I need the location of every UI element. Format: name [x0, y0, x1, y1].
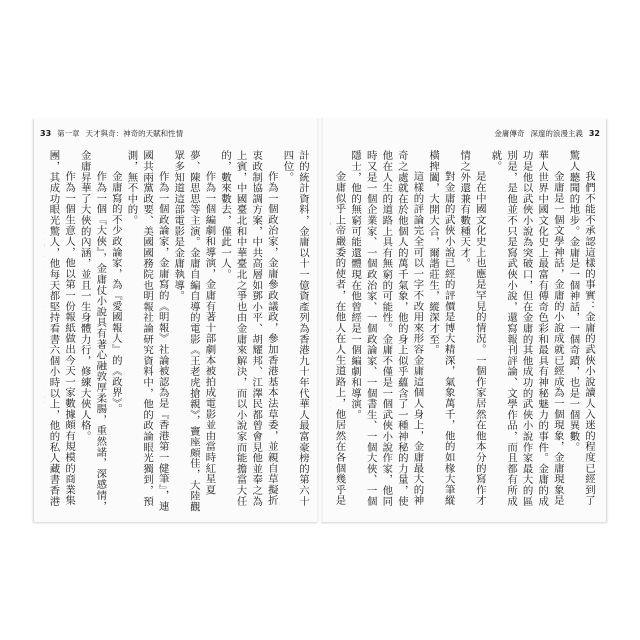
paragraph: 作為一個編劇和導演，金庸有著十部劇本被拍成電影並由當時紅星夏夢、陳思思等主演。金庸自編自導的電影《王老虎搶親》，竇座頗佳，大陸觀眾多知道這部電影是金庸執導。 [172, 150, 216, 512]
paragraph: 金庸是一個文學神話，金庸的小說成就已經成為一個現象，金庸現象是華人世界中國文化史上最富有傳奇色彩和最具有神秘魅力的事件。金庸的成功是他以武俠小說為突破口，但在金庸的其他成功的武俠小說作家最大的區別是，是他並不只是寫武俠小說，還寫報刊評論、文學作品，而且都有所成就。 [489, 150, 564, 507]
left-page-body [44, 150, 310, 512]
right-page-header [494, 128, 600, 140]
left-page-title: 天才與奇：神奇的天賦和性情 [85, 129, 184, 138]
paragraph: 對金庸的武俠小說已經的評價是博大精深，氣象萬千，他的如椽大筆縱橫捭闔，大開大合，爾諧莊生，縱深才至。 [427, 150, 455, 506]
paragraph: 計的統計資料，金庸以十一億資產列為香港九十年代華人最富豪榜的第六十四位。 [281, 150, 309, 507]
right-chapter-label: 金庸傳奇 [494, 129, 525, 138]
right-page-body [330, 150, 596, 512]
left-page-number: 33 [40, 129, 52, 138]
paragraph: 金庸似乎上帝嚴委的使者，在他人在人生道路上，他居然在各個幾乎是 [333, 170, 346, 506]
paragraph: 作為一個生意人，他以第一份報紙做出今天一家數據頗有規模的商業集團，其成功眼光驚人，他每天都堅持看書六個小時以上，他的私人藏書香港 [47, 150, 76, 507]
paragraph: 作為一個『大俠』，金庸仗小說具有著心融敦厚柔腸，重然諾，深感情，金庸昇華了大俠的內涵，並且一生身體力行，修練大俠人格。 [78, 150, 107, 512]
paragraph: 我們不能不承認這樣的事實：金庸的武俠小說讀人入迷的程度已經到了驚人聽聞的地步。金庸是一個神話，一個奇蹟，也是一個異數。 [567, 150, 595, 506]
right-page-title: 深邃的浪漫主義 [530, 129, 583, 138]
left-chapter-label: 第一章 [57, 129, 80, 138]
paragraph: 作為一個政論家，金庸寫的《明報》社論被認為是『香港第一健筆』，連國共兩黨政要、美國國務院也明報社論研究資料中，他的政論眼光獨到，預測，無不中的。 [125, 150, 169, 512]
left-page-header [40, 128, 183, 140]
right-page-number: 32 [588, 129, 600, 138]
book-gutter [317, 118, 323, 522]
paragraph: 金庸寫的不少政論家，為『愛國報人』的《政界》。 [109, 170, 122, 414]
paragraph: 作為一個政治家，金庸參政議政，參加香港基本法草委，並親自草擬折衷政制協調方案，中共高層如鄧小平、胡耀邦、江澤民都曾會見他並奉之為上賓，中國臺北和中華臺北之爭也由金庸來解決，而以小說家而能擔當大任的，數來數去，僅此一人。 [219, 150, 278, 507]
paragraph: 是在中國文化史上也應是罕見的情況。一個作家居然在他本分的寫作才情之外還兼有數種天才。 [458, 150, 486, 506]
paragraph: 這樣的評論完全可以一字不改用來形容金庸這個人身上，金庸最大的神奇之處就在於他個人的萬千氣象，他的身上似乎蘊含了一種神秘的力量，使他在人生的道路上具有無窮的可能性。金庸不僅是一個武俠小說作家，他同時又是一個企業家、一個政治家、一個政論家、一個書生、一個大俠、一個隱士，他的無窮可能還體現在他曾經是一個編劇和導演。 [349, 150, 424, 507]
